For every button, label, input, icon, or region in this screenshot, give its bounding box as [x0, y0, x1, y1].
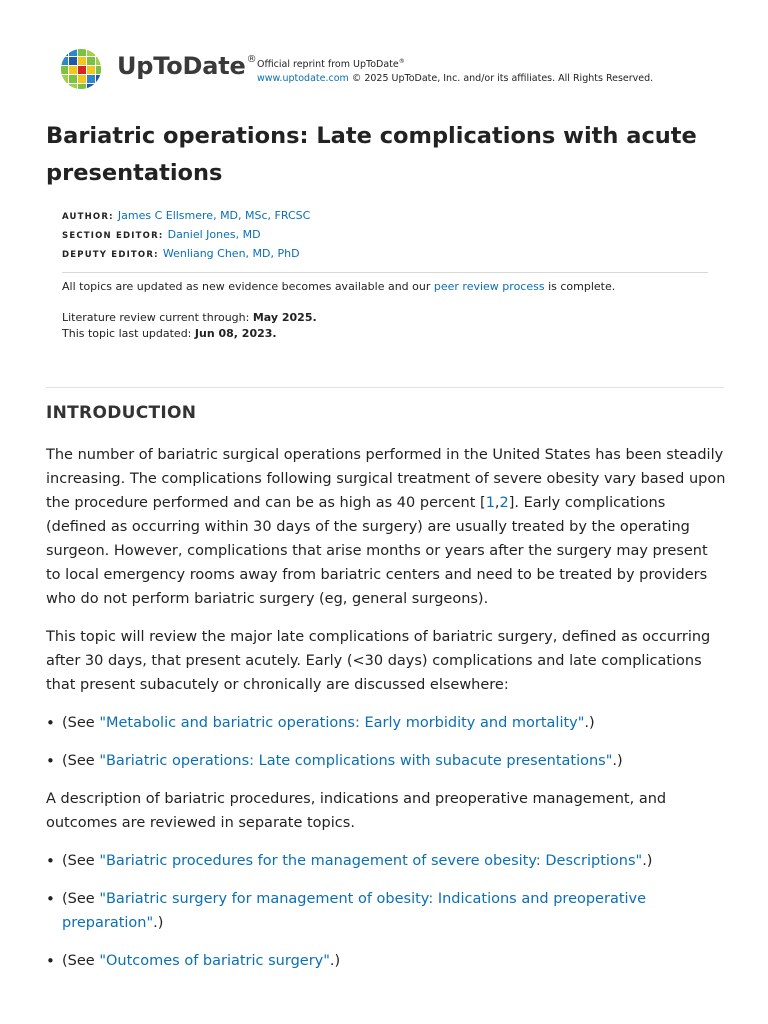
page-title: Bariatric operations: Late complications with acute presentations	[46, 123, 697, 186]
related-topics-list-2	[46, 849, 726, 973]
page-header	[60, 46, 740, 90]
intro-paragraph-2: This topic will review the major late complications of bariatric surgery, defined as occurring after 30 days, that present acutely. Early (<30 days) complications and late complications that present subacutely or chronically are discussed elsewhere:	[46, 629, 711, 693]
list-item: • (See "Outcomes of bariatric surgery".)	[46, 949, 726, 973]
site-link[interactable]: www.uptodate.com	[257, 73, 349, 85]
peer-review-link[interactable]: peer review process	[433, 280, 545, 293]
intro-paragraph-1: The number of bariatric surgical operations performed in the United States has been steadily increasing. The complications following surgical treatment of severe obesity vary based upon the procedure performed and can be as high as 40 percent [1,2]. Early complications (defined as occurring within 30 days of the surgery) are usually treated by the operating surgeon. However, complications that arise months or years after the surgery may present to local emergency rooms away from bariatric centers and need to be treated by providers who do not perform bariatric surgery (eg, general surgeons).	[46, 447, 726, 607]
topic-link-subacute-complications[interactable]: "Bariatric operations: Late complications with subacute presentations"	[99, 753, 613, 769]
introduction-body	[46, 443, 726, 987]
divider	[62, 272, 708, 273]
section-editor-link[interactable]: Daniel Jones, MD	[167, 228, 261, 241]
topic-link-early-morbidity[interactable]: "Metabolic and bariatric operations: Early morbidity and mortality"	[99, 715, 585, 731]
list-item: • (See "Bariatric operations: Late complications with subacute presentations".)	[46, 749, 726, 773]
update-note: All topics are updated as new evidence becomes available and our peer review process is complete.	[62, 280, 616, 293]
literature-review-line: Literature review current through: May 2025.	[62, 311, 317, 324]
last-updated-line: This topic last updated: Jun 08, 2023.	[62, 327, 277, 340]
credit-deputy-editor: DEPUTY EDITOR: Wenliang Chen, MD, PhD	[62, 247, 300, 260]
topic-link-outcomes[interactable]: "Outcomes of bariatric surgery"	[99, 953, 330, 969]
author-link[interactable]: James C Ellsmere, MD, MSc, FRCSC	[117, 209, 311, 222]
credit-author: AUTHOR: James C Ellsmere, MD, MSc, FRCSC	[62, 209, 311, 222]
reference-link-1[interactable]: 1	[485, 495, 495, 511]
related-topics-list-1	[46, 711, 726, 773]
topic-link-indications-preparation[interactable]: "Bariatric surgery for management of obesity: Indications and preoperative preparation"	[62, 891, 647, 931]
brand-name[interactable]: UpToDate®	[117, 52, 257, 80]
section-heading-introduction: INTRODUCTION	[46, 403, 197, 423]
copyright-text: © 2025 UpToDate, Inc. and/or its affiliates. All Rights Reserved.	[351, 73, 654, 85]
reprint-line: Official reprint from UpToDate®	[257, 58, 405, 71]
deputy-editor-link[interactable]: Wenliang Chen, MD, PhD	[162, 247, 300, 260]
list-item: • (See "Metabolic and bariatric operations: Early morbidity and mortality".)	[46, 711, 726, 735]
topic-link-procedures-descriptions[interactable]: "Bariatric procedures for the management of severe obesity: Descriptions"	[99, 853, 643, 869]
list-item: • (See "Bariatric surgery for management of obesity: Indications and preoperative preparation".)	[46, 887, 726, 935]
review-dates	[62, 310, 317, 342]
uptodate-logo-icon[interactable]	[60, 48, 102, 90]
reference-link-2[interactable]: 2	[499, 495, 509, 511]
brand-registered-mark: ®	[246, 54, 257, 65]
intro-paragraph-3: A description of bariatric procedures, indications and preoperative management, and outcomes are reviewed in separate topics.	[46, 791, 667, 831]
list-item: • (See "Bariatric procedures for the management of severe obesity: Descriptions".)	[46, 849, 726, 873]
section-divider	[46, 387, 724, 388]
credit-section-editor: SECTION EDITOR: Daniel Jones, MD	[62, 228, 261, 241]
reprint-notice	[257, 55, 653, 86]
topic-credits	[62, 207, 310, 264]
copyright-line	[257, 72, 653, 86]
